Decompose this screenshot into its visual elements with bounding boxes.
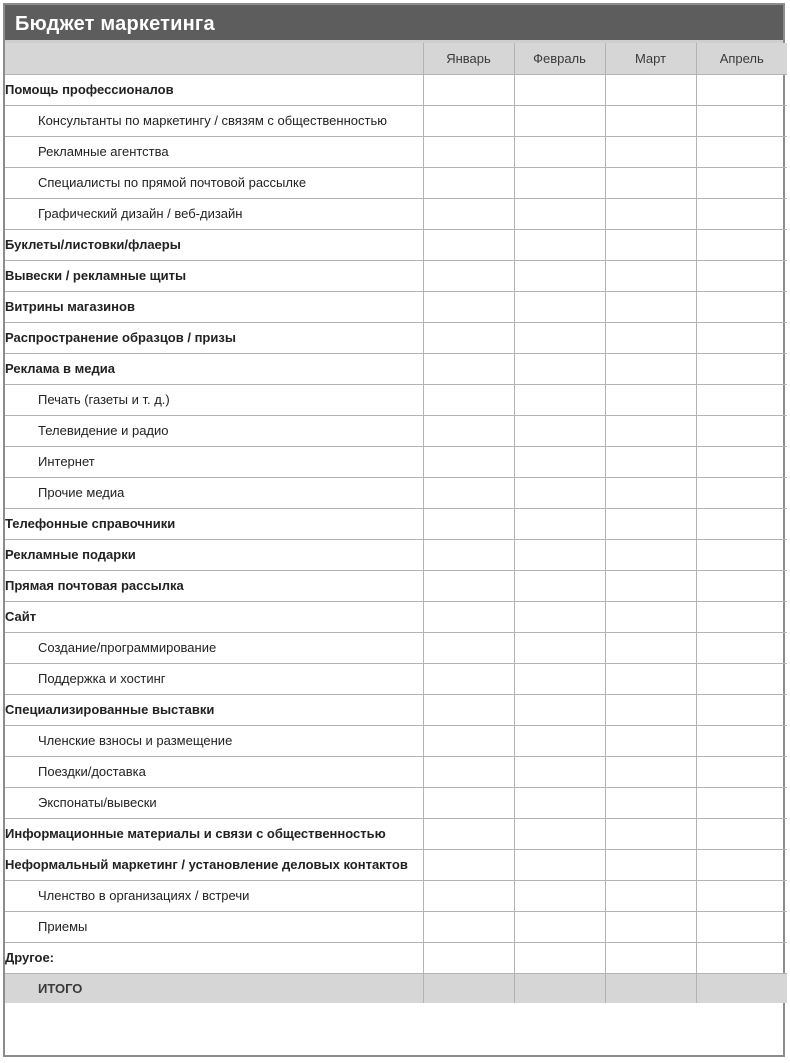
month-value-cell[interactable]	[423, 229, 514, 260]
month-value-cell[interactable]	[605, 74, 696, 105]
month-value-cell[interactable]	[696, 601, 787, 632]
budget-sheet	[3, 3, 785, 1057]
budget-subcategory-row	[5, 384, 787, 415]
month-value-cell[interactable]	[605, 353, 696, 384]
budget-subcategory-row	[5, 198, 787, 229]
row-label: Печать (газеты и т. д.)	[5, 384, 423, 415]
budget-subcategory-row	[5, 880, 787, 911]
month-value-cell[interactable]	[696, 229, 787, 260]
month-value-cell[interactable]	[423, 911, 514, 942]
row-label: Членство в организациях / встречи	[5, 880, 423, 911]
row-label: Распространение образцов / призы	[5, 322, 423, 353]
row-label: Телевидение и радио	[5, 415, 423, 446]
month-value-cell[interactable]	[696, 74, 787, 105]
month-value-cell[interactable]	[605, 725, 696, 756]
month-value-cell[interactable]	[423, 291, 514, 322]
month-value-cell[interactable]	[423, 167, 514, 198]
month-value-cell[interactable]	[605, 663, 696, 694]
month-value-cell[interactable]	[423, 477, 514, 508]
row-label: Информационные материалы и связи с общественностью	[5, 818, 423, 849]
month-value-cell[interactable]	[514, 105, 605, 136]
total-cell[interactable]	[696, 973, 787, 1003]
month-value-cell[interactable]	[423, 384, 514, 415]
month-value-cell[interactable]	[514, 756, 605, 787]
budget-category-row	[5, 260, 787, 291]
budget-subcategory-row	[5, 756, 787, 787]
budget-subcategory-row	[5, 787, 787, 818]
month-value-cell[interactable]	[605, 415, 696, 446]
month-value-cell[interactable]	[423, 353, 514, 384]
month-value-cell[interactable]	[423, 880, 514, 911]
month-value-cell[interactable]	[514, 446, 605, 477]
budget-category-row	[5, 322, 787, 353]
month-value-cell[interactable]	[696, 415, 787, 446]
month-value-cell[interactable]	[514, 694, 605, 725]
month-value-cell[interactable]	[605, 632, 696, 663]
budget-category-row	[5, 229, 787, 260]
month-value-cell[interactable]	[514, 477, 605, 508]
budget-subcategory-row	[5, 911, 787, 942]
month-value-cell[interactable]	[605, 167, 696, 198]
month-value-cell[interactable]	[696, 942, 787, 973]
month-value-cell[interactable]	[605, 570, 696, 601]
row-label: Консультанты по маркетингу / связям с общественностью	[5, 105, 423, 136]
month-value-cell[interactable]	[605, 229, 696, 260]
month-value-cell[interactable]	[514, 539, 605, 570]
row-label: Графический дизайн / веб-дизайн	[5, 198, 423, 229]
month-value-cell[interactable]	[423, 787, 514, 818]
month-value-cell[interactable]	[423, 446, 514, 477]
total-cell[interactable]	[514, 973, 605, 1003]
month-value-cell[interactable]	[514, 508, 605, 539]
month-value-cell[interactable]	[605, 384, 696, 415]
month-value-cell[interactable]	[514, 818, 605, 849]
month-value-cell[interactable]	[605, 880, 696, 911]
budget-subcategory-row	[5, 446, 787, 477]
row-label: Специализированные выставки	[5, 694, 423, 725]
month-value-cell[interactable]	[605, 694, 696, 725]
budget-subcategory-row	[5, 725, 787, 756]
month-value-cell[interactable]	[696, 818, 787, 849]
budget-category-row	[5, 601, 787, 632]
row-label: Экспонаты/вывески	[5, 787, 423, 818]
month-value-cell[interactable]	[423, 601, 514, 632]
month-value-cell[interactable]	[696, 694, 787, 725]
month-value-cell[interactable]	[514, 849, 605, 880]
month-value-cell[interactable]	[423, 539, 514, 570]
row-label: Членские взносы и размещение	[5, 725, 423, 756]
budget-table	[5, 43, 787, 1003]
month-value-cell[interactable]	[696, 539, 787, 570]
month-value-cell[interactable]	[514, 291, 605, 322]
month-value-cell[interactable]	[605, 911, 696, 942]
month-value-cell[interactable]	[514, 260, 605, 291]
month-value-cell[interactable]	[605, 136, 696, 167]
budget-category-row	[5, 694, 787, 725]
month-value-cell[interactable]	[514, 415, 605, 446]
row-label: Витрины магазинов	[5, 291, 423, 322]
month-value-cell[interactable]	[514, 663, 605, 694]
month-value-cell[interactable]	[605, 322, 696, 353]
total-cell[interactable]	[423, 973, 514, 1003]
row-label: Сайт	[5, 601, 423, 632]
month-value-cell[interactable]	[514, 353, 605, 384]
total-row	[5, 973, 787, 1003]
month-value-cell[interactable]	[605, 446, 696, 477]
budget-category-row	[5, 818, 787, 849]
month-value-cell[interactable]	[696, 198, 787, 229]
month-value-cell[interactable]	[423, 694, 514, 725]
month-value-cell[interactable]	[423, 942, 514, 973]
month-value-cell[interactable]	[423, 198, 514, 229]
month-value-cell[interactable]	[696, 136, 787, 167]
month-value-cell[interactable]	[423, 849, 514, 880]
total-cell[interactable]	[605, 973, 696, 1003]
month-value-cell[interactable]	[605, 508, 696, 539]
month-value-cell[interactable]	[514, 725, 605, 756]
row-label: Поддержка и хостинг	[5, 663, 423, 694]
month-value-cell[interactable]	[696, 446, 787, 477]
month-value-cell[interactable]	[696, 167, 787, 198]
row-label: Неформальный маркетинг / установление деловых контактов	[5, 849, 423, 880]
month-value-cell[interactable]	[696, 632, 787, 663]
budget-subcategory-row	[5, 105, 787, 136]
month-value-cell[interactable]	[514, 74, 605, 105]
header-month: Февраль	[514, 43, 605, 74]
budget-category-row	[5, 353, 787, 384]
month-value-cell[interactable]	[605, 539, 696, 570]
month-value-cell[interactable]	[423, 570, 514, 601]
row-label: Помощь профессионалов	[5, 74, 423, 105]
month-value-cell[interactable]	[605, 260, 696, 291]
budget-category-row	[5, 539, 787, 570]
month-value-cell[interactable]	[605, 849, 696, 880]
month-value-cell[interactable]	[696, 663, 787, 694]
month-value-cell[interactable]	[696, 570, 787, 601]
month-value-cell[interactable]	[423, 105, 514, 136]
month-value-cell[interactable]	[696, 787, 787, 818]
month-value-cell[interactable]	[423, 818, 514, 849]
budget-category-row	[5, 74, 787, 105]
budget-subcategory-row	[5, 632, 787, 663]
row-label: Рекламные агентства	[5, 136, 423, 167]
month-value-cell[interactable]	[696, 477, 787, 508]
month-value-cell[interactable]	[514, 942, 605, 973]
month-value-cell[interactable]	[423, 725, 514, 756]
month-value-cell[interactable]	[423, 136, 514, 167]
month-value-cell[interactable]	[605, 756, 696, 787]
month-value-cell[interactable]	[423, 260, 514, 291]
month-value-cell[interactable]	[514, 601, 605, 632]
header-month: Апрель	[696, 43, 787, 74]
row-label: Поездки/доставка	[5, 756, 423, 787]
row-label: Другое:	[5, 942, 423, 973]
month-value-cell[interactable]	[514, 167, 605, 198]
budget-subcategory-row	[5, 477, 787, 508]
sheet-title: Бюджет маркетинга	[5, 5, 783, 43]
budget-subcategory-row	[5, 167, 787, 198]
month-value-cell[interactable]	[423, 756, 514, 787]
month-value-cell[interactable]	[696, 725, 787, 756]
header-month: Январь	[423, 43, 514, 74]
row-label: Прямая почтовая рассылка	[5, 570, 423, 601]
month-value-cell[interactable]	[696, 322, 787, 353]
month-value-cell[interactable]	[514, 880, 605, 911]
row-label: Реклама в медиа	[5, 353, 423, 384]
header-category-cell	[5, 43, 423, 74]
month-value-cell[interactable]	[605, 291, 696, 322]
month-value-cell[interactable]	[423, 508, 514, 539]
month-value-cell[interactable]	[696, 756, 787, 787]
month-value-cell[interactable]	[605, 198, 696, 229]
month-value-cell[interactable]	[696, 384, 787, 415]
month-value-cell[interactable]	[696, 353, 787, 384]
row-label: Прочие медиа	[5, 477, 423, 508]
month-value-cell[interactable]	[514, 229, 605, 260]
month-value-cell[interactable]	[605, 105, 696, 136]
month-value-cell[interactable]	[605, 601, 696, 632]
month-value-cell[interactable]	[514, 322, 605, 353]
month-value-cell[interactable]	[605, 787, 696, 818]
month-value-cell[interactable]	[514, 136, 605, 167]
month-value-cell[interactable]	[696, 508, 787, 539]
row-label: Специалисты по прямой почтовой рассылке	[5, 167, 423, 198]
budget-subcategory-row	[5, 136, 787, 167]
header-month: Март	[605, 43, 696, 74]
month-value-cell[interactable]	[605, 477, 696, 508]
month-value-cell[interactable]	[696, 911, 787, 942]
month-value-cell[interactable]	[696, 849, 787, 880]
month-value-cell[interactable]	[696, 105, 787, 136]
total-label: ИТОГО	[5, 973, 423, 1003]
month-value-cell[interactable]	[605, 942, 696, 973]
month-value-cell[interactable]	[514, 787, 605, 818]
row-label: Интернет	[5, 446, 423, 477]
month-value-cell[interactable]	[514, 570, 605, 601]
row-label: Телефонные справочники	[5, 508, 423, 539]
month-value-cell[interactable]	[514, 911, 605, 942]
month-value-cell[interactable]	[605, 818, 696, 849]
month-value-cell[interactable]	[423, 415, 514, 446]
budget-category-row	[5, 942, 787, 973]
month-value-cell[interactable]	[514, 632, 605, 663]
month-value-cell[interactable]	[696, 880, 787, 911]
budget-subcategory-row	[5, 663, 787, 694]
budget-category-row	[5, 508, 787, 539]
row-label: Создание/программирование	[5, 632, 423, 663]
row-label: Приемы	[5, 911, 423, 942]
month-value-cell[interactable]	[423, 322, 514, 353]
budget-category-row	[5, 291, 787, 322]
month-value-cell[interactable]	[423, 74, 514, 105]
row-label: Вывески / рекламные щиты	[5, 260, 423, 291]
month-value-cell[interactable]	[696, 260, 787, 291]
row-label: Буклеты/листовки/флаеры	[5, 229, 423, 260]
month-value-cell[interactable]	[423, 632, 514, 663]
budget-category-row	[5, 849, 787, 880]
month-value-cell[interactable]	[696, 291, 787, 322]
month-value-cell[interactable]	[514, 384, 605, 415]
row-label: Рекламные подарки	[5, 539, 423, 570]
month-value-cell[interactable]	[514, 198, 605, 229]
month-value-cell[interactable]	[423, 663, 514, 694]
budget-category-row	[5, 570, 787, 601]
budget-subcategory-row	[5, 415, 787, 446]
header-row	[5, 43, 787, 74]
